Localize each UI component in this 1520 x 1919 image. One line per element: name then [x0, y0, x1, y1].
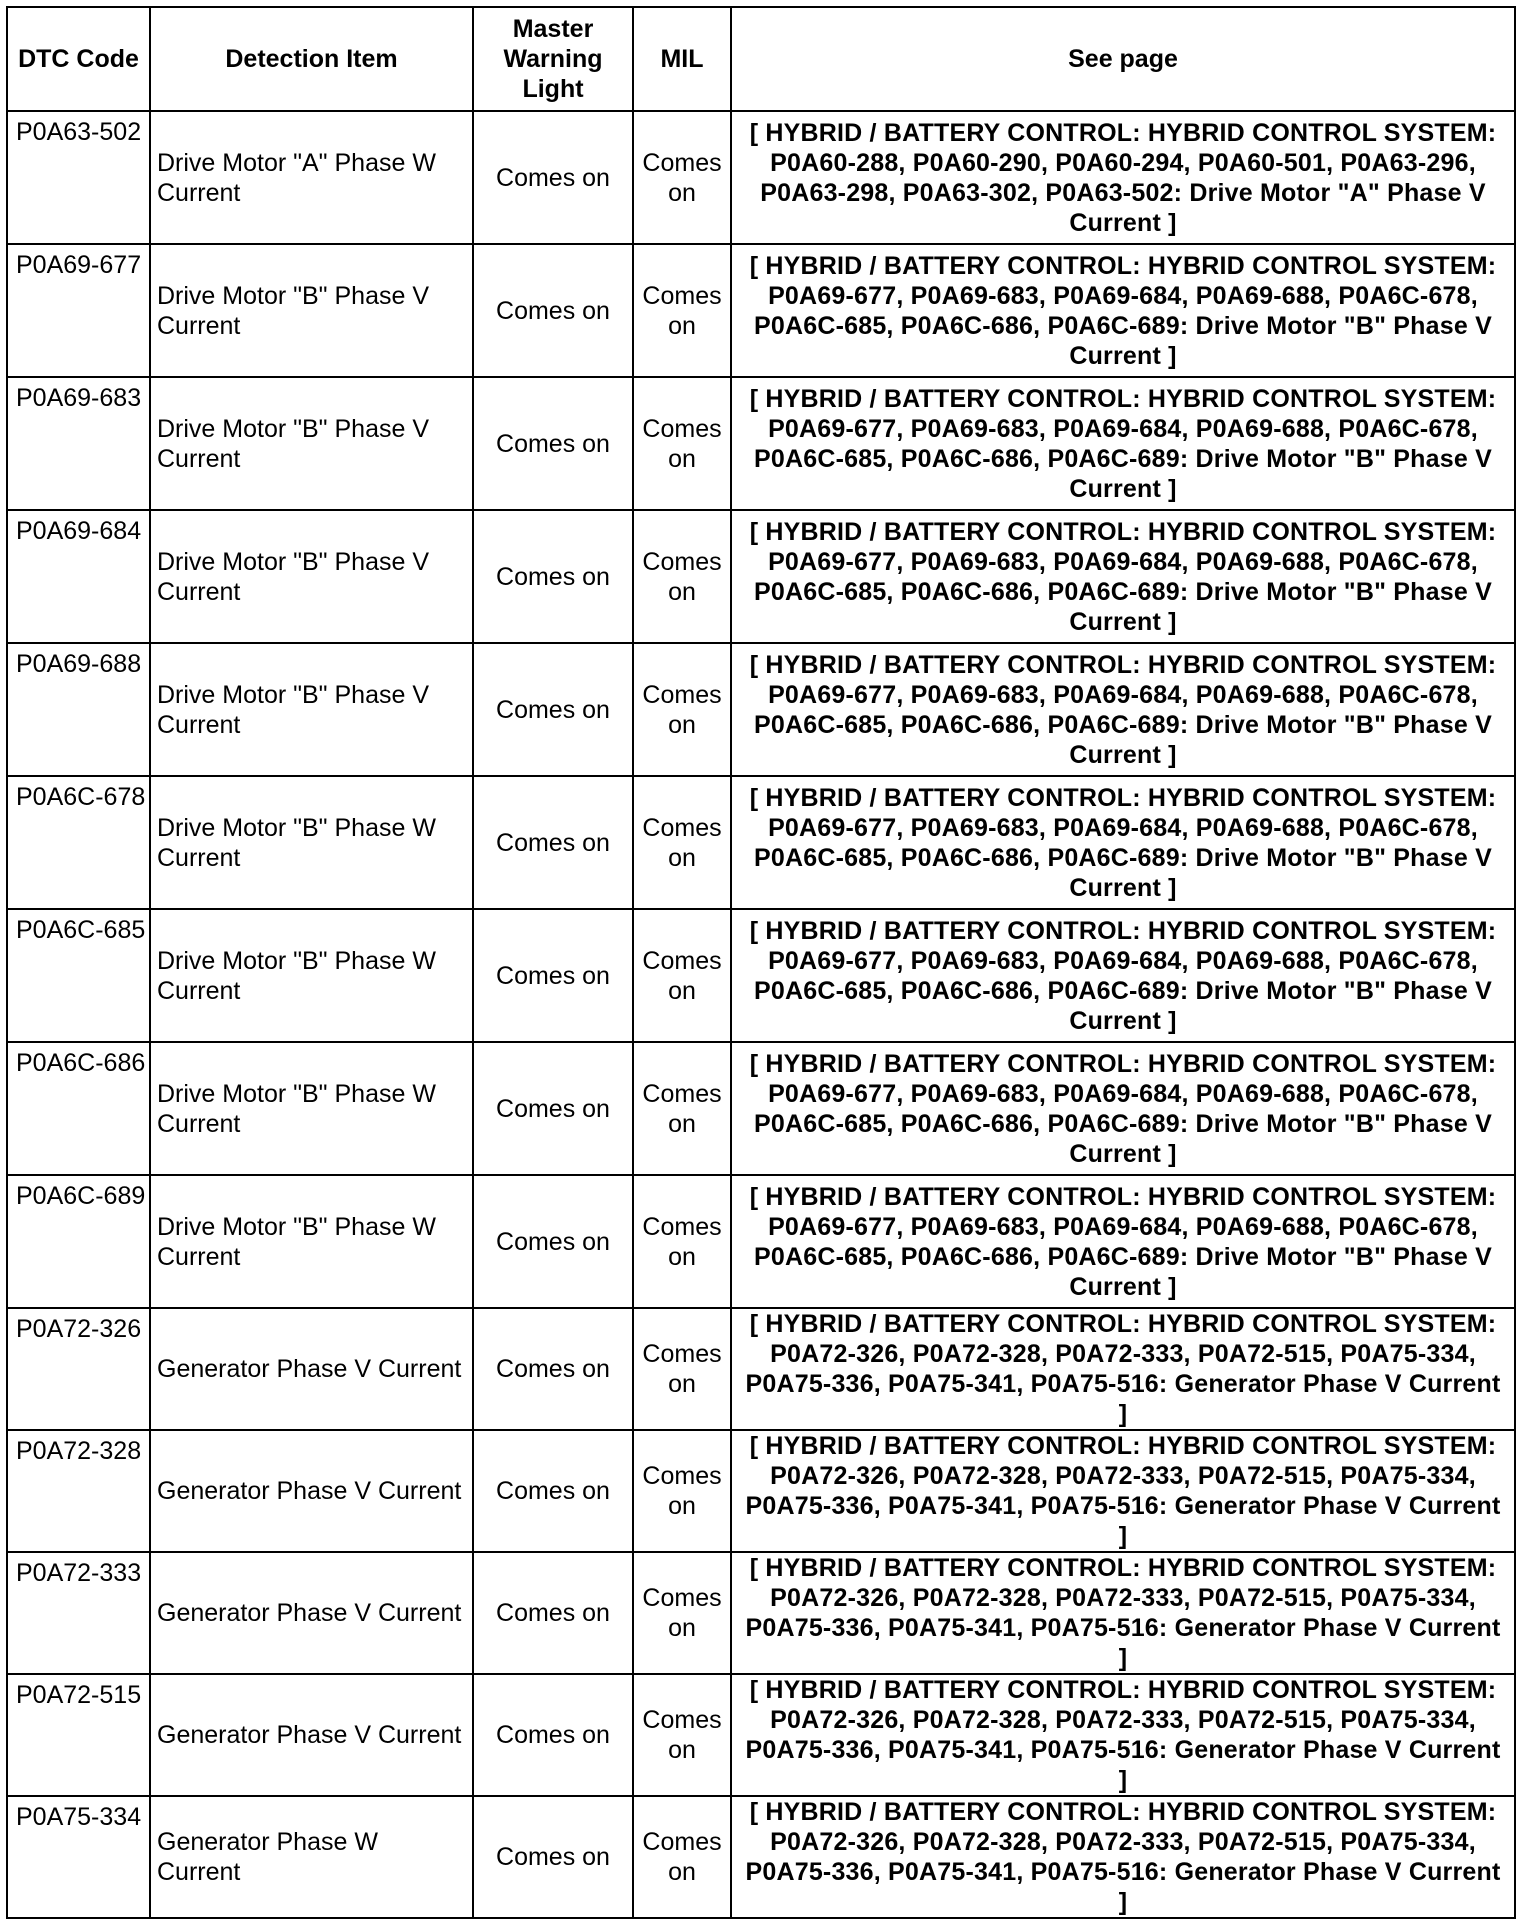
dtc-code-cell: P0A72-326 [7, 1308, 150, 1430]
header-mil: MIL [633, 7, 731, 111]
table-row [7, 1175, 1515, 1308]
detection-item-cell: Generator Phase W Current [150, 1796, 473, 1918]
master-warning-cell: Comes on [473, 1430, 633, 1552]
table-row [7, 1042, 1515, 1175]
master-warning-cell: Comes on [473, 510, 633, 643]
see-page-link[interactable]: [ HYBRID / BATTERY CONTROL: HYBRID CONTROL SYSTEM: P0A69-677, P0A69-683, P0A69-684, P0A69-688, P0A6C-678, P0A6C-685, P0A6C-686, P0A6C-689: Drive Motor "B" Phase V Current ] [731, 510, 1515, 643]
dtc-code-cell: P0A69-677 [7, 244, 150, 377]
dtc-code-cell: P0A72-328 [7, 1430, 150, 1552]
see-page-link[interactable]: [ HYBRID / BATTERY CONTROL: HYBRID CONTROL SYSTEM: P0A69-677, P0A69-683, P0A69-684, P0A69-688, P0A6C-678, P0A6C-685, P0A6C-686, P0A6C-689: Drive Motor "B" Phase V Current ] [731, 1175, 1515, 1308]
mil-cell: Comes on [633, 1674, 731, 1796]
dtc-code-cell: P0A6C-685 [7, 909, 150, 1042]
mil-cell: Comes on [633, 1552, 731, 1674]
mil-cell: Comes on [633, 377, 731, 510]
dtc-code-cell: P0A69-684 [7, 510, 150, 643]
dtc-table [6, 6, 1516, 1919]
master-warning-cell: Comes on [473, 244, 633, 377]
see-page-link[interactable]: [ HYBRID / BATTERY CONTROL: HYBRID CONTROL SYSTEM: P0A72-326, P0A72-328, P0A72-333, P0A72-515, P0A75-334, P0A75-336, P0A75-341, P0A75-516: Generator Phase V Current ] [731, 1430, 1515, 1552]
dtc-code-cell: P0A75-334 [7, 1796, 150, 1918]
table-row [7, 377, 1515, 510]
detection-item-cell: Generator Phase V Current [150, 1430, 473, 1552]
dtc-code-cell: P0A6C-686 [7, 1042, 150, 1175]
dtc-code-cell: P0A69-688 [7, 643, 150, 776]
dtc-code-cell: P0A69-683 [7, 377, 150, 510]
table-row [7, 244, 1515, 377]
detection-item-cell: Drive Motor "B" Phase V Current [150, 377, 473, 510]
master-warning-cell: Comes on [473, 776, 633, 909]
detection-item-cell: Drive Motor "B" Phase V Current [150, 244, 473, 377]
master-warning-cell: Comes on [473, 1175, 633, 1308]
see-page-link[interactable]: [ HYBRID / BATTERY CONTROL: HYBRID CONTROL SYSTEM: P0A72-326, P0A72-328, P0A72-333, P0A72-515, P0A75-334, P0A75-336, P0A75-341, P0A75-516: Generator Phase V Current ] [731, 1796, 1515, 1918]
detection-item-cell: Generator Phase V Current [150, 1674, 473, 1796]
detection-item-cell: Drive Motor "B" Phase V Current [150, 510, 473, 643]
master-warning-cell: Comes on [473, 1042, 633, 1175]
header-dtc-code: DTC Code [7, 7, 150, 111]
detection-item-cell: Drive Motor "A" Phase W Current [150, 111, 473, 244]
mil-cell: Comes on [633, 1042, 731, 1175]
table-row [7, 776, 1515, 909]
master-warning-cell: Comes on [473, 111, 633, 244]
see-page-link[interactable]: [ HYBRID / BATTERY CONTROL: HYBRID CONTROL SYSTEM: P0A69-677, P0A69-683, P0A69-684, P0A69-688, P0A6C-678, P0A6C-685, P0A6C-686, P0A6C-689: Drive Motor "B" Phase V Current ] [731, 1042, 1515, 1175]
mil-cell: Comes on [633, 244, 731, 377]
table-row [7, 909, 1515, 1042]
detection-item-cell: Drive Motor "B" Phase W Current [150, 1042, 473, 1175]
detection-item-cell: Drive Motor "B" Phase W Current [150, 776, 473, 909]
mil-cell: Comes on [633, 1430, 731, 1552]
see-page-link[interactable]: [ HYBRID / BATTERY CONTROL: HYBRID CONTROL SYSTEM: P0A72-326, P0A72-328, P0A72-333, P0A72-515, P0A75-334, P0A75-336, P0A75-341, P0A75-516: Generator Phase V Current ] [731, 1674, 1515, 1796]
header-see-page: See page [731, 7, 1515, 111]
detection-item-cell: Generator Phase V Current [150, 1308, 473, 1430]
header-detection-item: Detection Item [150, 7, 473, 111]
dtc-code-cell: P0A72-515 [7, 1674, 150, 1796]
dtc-code-cell: P0A6C-678 [7, 776, 150, 909]
header-master-warning-light: Master Warning Light [473, 7, 633, 111]
mil-cell: Comes on [633, 776, 731, 909]
see-page-link[interactable]: [ HYBRID / BATTERY CONTROL: HYBRID CONTROL SYSTEM: P0A69-677, P0A69-683, P0A69-684, P0A69-688, P0A6C-678, P0A6C-685, P0A6C-686, P0A6C-689: Drive Motor "B" Phase V Current ] [731, 643, 1515, 776]
see-page-link[interactable]: [ HYBRID / BATTERY CONTROL: HYBRID CONTROL SYSTEM: P0A69-677, P0A69-683, P0A69-684, P0A69-688, P0A6C-678, P0A6C-685, P0A6C-686, P0A6C-689: Drive Motor "B" Phase V Current ] [731, 909, 1515, 1042]
master-warning-cell: Comes on [473, 1308, 633, 1430]
dtc-code-cell: P0A63-502 [7, 111, 150, 244]
see-page-link[interactable]: [ HYBRID / BATTERY CONTROL: HYBRID CONTROL SYSTEM: P0A60-288, P0A60-290, P0A60-294, P0A60-501, P0A63-296, P0A63-298, P0A63-302, P0A63-502: Drive Motor "A" Phase V Current ] [731, 111, 1515, 244]
table-row [7, 111, 1515, 244]
mil-cell: Comes on [633, 643, 731, 776]
master-warning-cell: Comes on [473, 909, 633, 1042]
table-row [7, 1430, 1515, 1552]
dtc-code-cell: P0A72-333 [7, 1552, 150, 1674]
mil-cell: Comes on [633, 111, 731, 244]
table-row [7, 1308, 1515, 1430]
mil-cell: Comes on [633, 1308, 731, 1430]
detection-item-cell: Drive Motor "B" Phase W Current [150, 1175, 473, 1308]
detection-item-cell: Generator Phase V Current [150, 1552, 473, 1674]
dtc-code-cell: P0A6C-689 [7, 1175, 150, 1308]
see-page-link[interactable]: [ HYBRID / BATTERY CONTROL: HYBRID CONTROL SYSTEM: P0A69-677, P0A69-683, P0A69-684, P0A69-688, P0A6C-678, P0A6C-685, P0A6C-686, P0A6C-689: Drive Motor "B" Phase V Current ] [731, 776, 1515, 909]
master-warning-cell: Comes on [473, 1552, 633, 1674]
table-row [7, 1552, 1515, 1674]
see-page-link[interactable]: [ HYBRID / BATTERY CONTROL: HYBRID CONTROL SYSTEM: P0A72-326, P0A72-328, P0A72-333, P0A72-515, P0A75-334, P0A75-336, P0A75-341, P0A75-516: Generator Phase V Current ] [731, 1308, 1515, 1430]
table-row [7, 510, 1515, 643]
master-warning-cell: Comes on [473, 1674, 633, 1796]
see-page-link[interactable]: [ HYBRID / BATTERY CONTROL: HYBRID CONTROL SYSTEM: P0A69-677, P0A69-683, P0A69-684, P0A69-688, P0A6C-678, P0A6C-685, P0A6C-686, P0A6C-689: Drive Motor "B" Phase V Current ] [731, 244, 1515, 377]
table-row [7, 643, 1515, 776]
detection-item-cell: Drive Motor "B" Phase W Current [150, 909, 473, 1042]
master-warning-cell: Comes on [473, 643, 633, 776]
master-warning-cell: Comes on [473, 1796, 633, 1918]
master-warning-cell: Comes on [473, 377, 633, 510]
mil-cell: Comes on [633, 1175, 731, 1308]
see-page-link[interactable]: [ HYBRID / BATTERY CONTROL: HYBRID CONTROL SYSTEM: P0A72-326, P0A72-328, P0A72-333, P0A72-515, P0A75-334, P0A75-336, P0A75-341, P0A75-516: Generator Phase V Current ] [731, 1552, 1515, 1674]
table-row [7, 1674, 1515, 1796]
table-header-row [7, 7, 1515, 111]
table-row [7, 1796, 1515, 1918]
detection-item-cell: Drive Motor "B" Phase V Current [150, 643, 473, 776]
mil-cell: Comes on [633, 510, 731, 643]
mil-cell: Comes on [633, 909, 731, 1042]
mil-cell: Comes on [633, 1796, 731, 1918]
see-page-link[interactable]: [ HYBRID / BATTERY CONTROL: HYBRID CONTROL SYSTEM: P0A69-677, P0A69-683, P0A69-684, P0A69-688, P0A6C-678, P0A6C-685, P0A6C-686, P0A6C-689: Drive Motor "B" Phase V Current ] [731, 377, 1515, 510]
